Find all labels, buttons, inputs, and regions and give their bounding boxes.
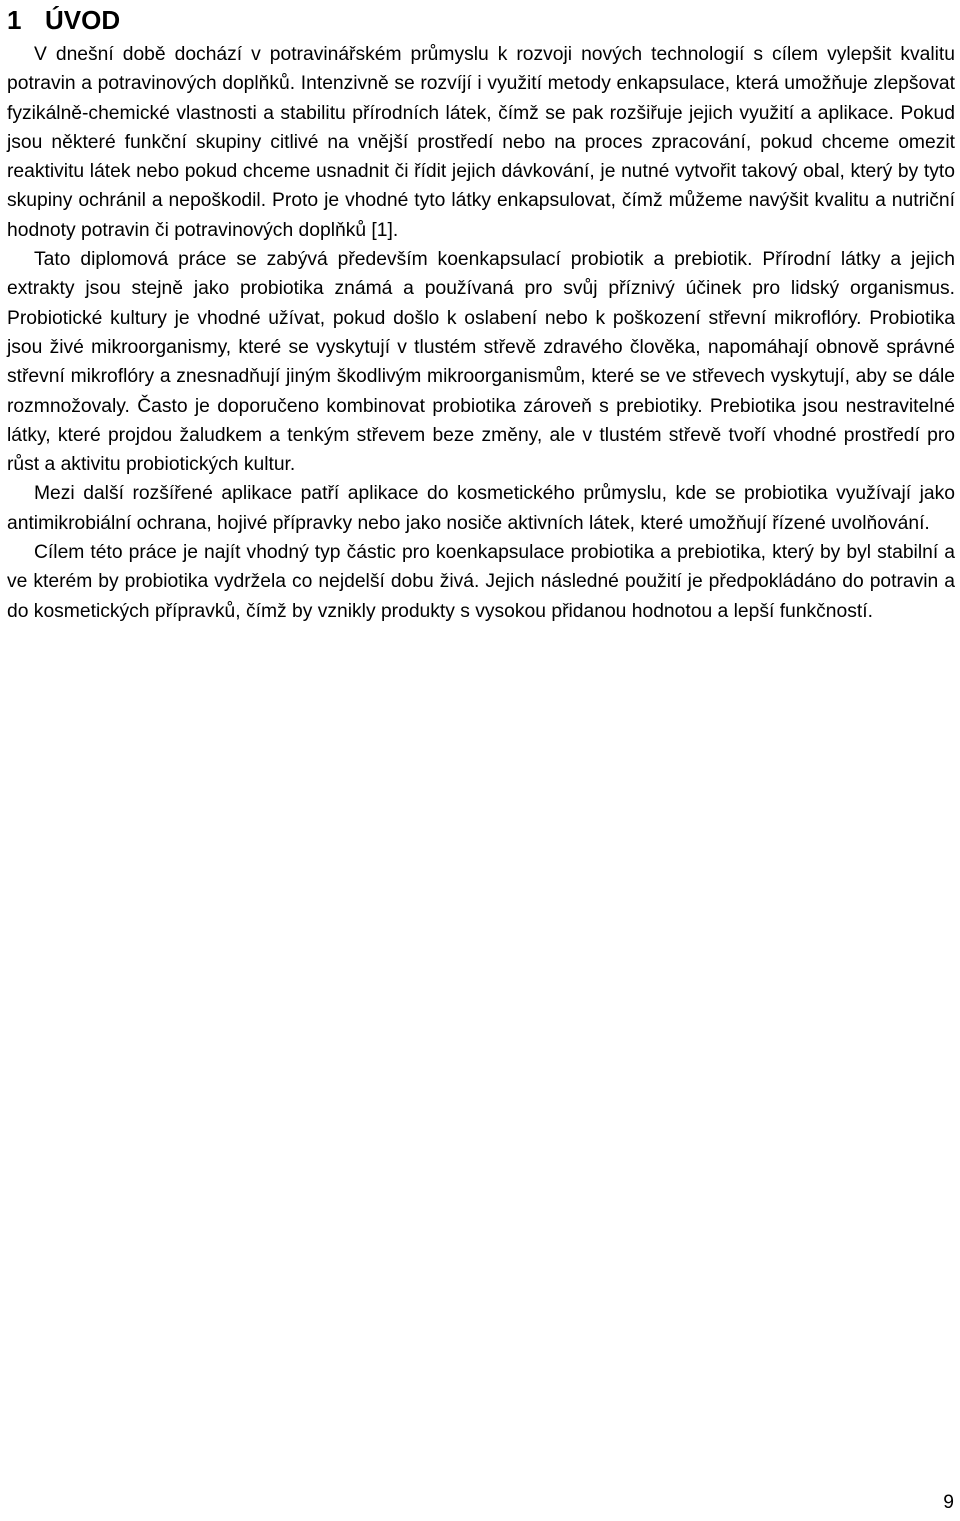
page-number: 9 [943,1492,954,1513]
paragraph-probiotics: Tato diplomová práce se zabývá především koenkapsulací probiotik a prebiotik. Přírodní látky a jejich extrakty jsou stejně jako probiotika známá a používaná pro svůj příznivý účinek pro lidský organismus. Probiotické kultury je vhodné užívat, pokud došlo k oslabení nebo k poškození střevní mikroflóry. Probiotika jsou živé mikroorganismy, které se vyskytují v tlustém střevě zdravého člověka, napomáhají obnově správné střevní mikroflóry a znesnadňují jiným škodlivým mikroorganismům, které se ve střevech vyskytují, aby se dále rozmnožovaly. Často je doporučeno kombinovat probiotika zároveň s prebiotiky. Prebiotika jsou nestravitelné látky, které projdou žaludkem a tenkým střevem beze změny, ale v tlustém střevě tvoří vhodné prostředí pro růst a aktivitu probiotických kultur. [7,249,955,476]
section-title: ÚVOD [45,5,121,35]
section-number: 1 [7,5,22,35]
section-body [7,40,955,626]
paragraph-cosmetics: Mezi další rozšířené aplikace patří aplikace do kosmetického průmyslu, kde se probiotika využívají jako antimikrobiální ochrana, hojivé přípravky nebo jako nosiče aktivních látek, které umožňují řízené uvolňování. [7,483,955,534]
paragraph-intro: V dnešní době dochází v potravinářském průmyslu k rozvoji nových technologií s cílem vylepšit kvalitu potravin a potravinových doplňků. Intenzivně se rozvíjí i využití metody enkapsulace, která umožňuje zlepšovat fyzikálně-chemické vlastnosti a stabilitu přírodních látek, čímž se pak rozšiřuje jejich využití a aplikace. Pokud jsou některé funkční skupiny citlivé na vnější prostředí nebo na proces zpracování, pokud chceme omezit reaktivitu látek nebo pokud chceme usnadnit či řídit jejich dávkování, je nutné vytvořit takový obal, který by tyto skupiny ochránil a nepoškodil. Proto je vhodné tyto látky enkapsulovat, čímž můžeme navýšit kvalitu a nutriční hodnoty potravin či potravinových doplňků [1]. [7,44,955,241]
section-heading [7,3,120,37]
paragraph-aim: Cílem této práce je najít vhodný typ částic pro koenkapsulace probiotika a prebiotika, který by byl stabilní a ve kterém by probiotika vydržela co nejdelší dobu živá. Jejich následné použití je předpokládáno do potravin a do kosmetických přípravků, čímž by vznikly produkty s vysokou přidanou hodnotou a lepší funkčností. [7,542,955,622]
